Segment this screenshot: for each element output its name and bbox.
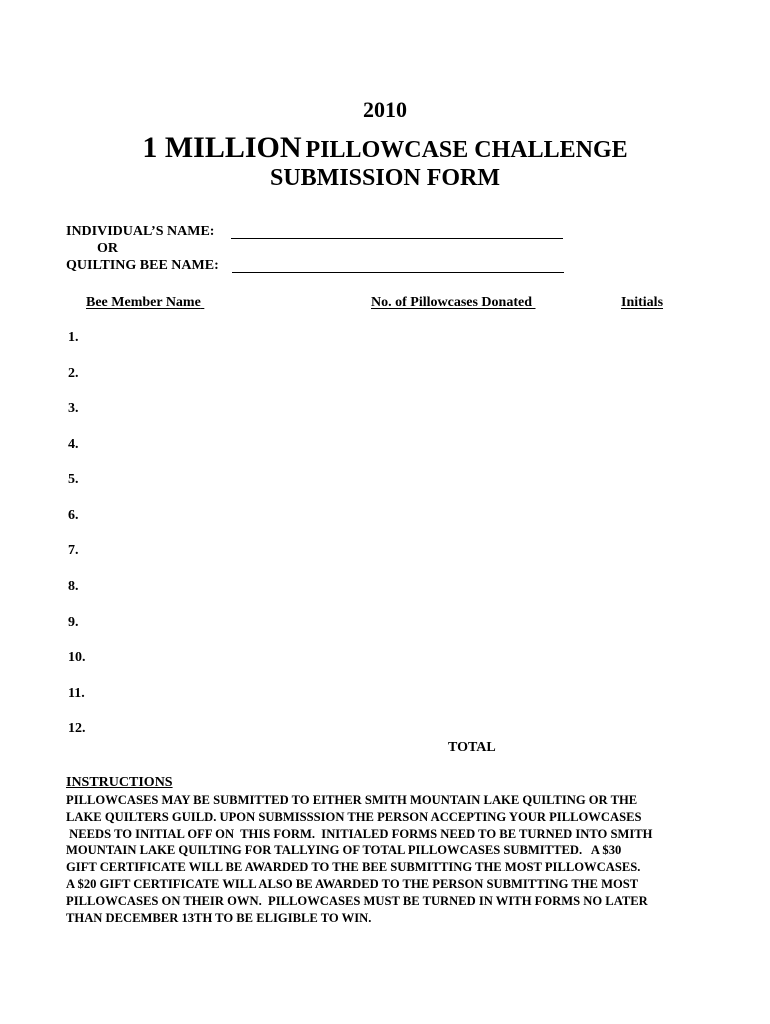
col-bee-member-name-label: Bee Member Name: [86, 295, 201, 310]
instructions-line: PILLOWCASES MAY BE SUBMITTED TO EITHER SMITH MOUNTAIN LAKE QUILTING OR THE: [66, 793, 638, 807]
instructions-line: MOUNTAIN LAKE QUILTING FOR TALLYING OF TOTAL PILLOWCASES SUBMITTED. A $30: [66, 843, 622, 858]
col-bee-member-name: [86, 295, 204, 311]
instructions-line: GIFT CERTIFICATE WILL BE AWARDED TO THE BEE SUBMITTING THE MOST PILLOWCASES.: [66, 860, 641, 875]
row-number: 3.: [68, 401, 79, 416]
quilting-bee-name-line[interactable]: [232, 272, 564, 273]
col-pillowcases-donated-label: No. of Pillowcases Donated: [371, 295, 532, 310]
row-number: 11.: [68, 686, 85, 701]
form-subtitle: SUBMISSION FORM: [269, 165, 501, 191]
row-number: 12.: [68, 721, 86, 736]
instructions-text: [66, 792, 726, 926]
row-number: 7.: [68, 543, 79, 558]
instructions-line: PILLOWCASES ON THEIR OWN. PILLOWCASES MUST BE TURNED IN WITH FORMS NO LATER: [66, 893, 648, 908]
instructions-line: A $20 GIFT CERTIFICATE WILL ALSO BE AWARDED TO THE PERSON SUBMITTING THE MOST: [66, 876, 639, 891]
individual-name-label: INDIVIDUAL’S NAME:: [66, 224, 215, 239]
instructions-line: THAN DECEMBER 13TH TO BE ELIGIBLE TO WIN.: [66, 910, 372, 925]
quilting-bee-name-label: QUILTING BEE NAME:: [66, 258, 219, 273]
instructions-heading: INSTRUCTIONS: [66, 775, 173, 790]
col-initials: Initials: [621, 295, 664, 310]
or-label: OR: [97, 241, 118, 256]
row-number: 1.: [68, 330, 79, 345]
col-pillowcases-donated: [371, 295, 536, 311]
instructions-line: NEEDS TO INITIAL OFF ON THIS FORM. INITIALED FORMS NEED TO BE TURNED INTO SMITH: [66, 826, 653, 841]
instructions-line: LAKE QUILTERS GUILD. UPON SUBMISSSION THE PERSON ACCEPTING YOUR PILLOWCASES: [66, 809, 642, 824]
individual-name-line[interactable]: [231, 238, 563, 239]
title-challenge: PILLOWCASE CHALLENGE: [305, 137, 628, 163]
row-number: 8.: [68, 579, 79, 594]
row-number: 5.: [68, 472, 79, 487]
title-million: 1 MILLION: [142, 131, 302, 164]
row-number: 9.: [68, 615, 79, 630]
row-number: 2.: [68, 366, 79, 381]
total-label: TOTAL: [448, 740, 496, 755]
row-number: 10.: [68, 650, 86, 665]
row-number: 4.: [68, 437, 79, 452]
form-year: 2010: [363, 97, 407, 122]
row-number: 6.: [68, 508, 79, 523]
